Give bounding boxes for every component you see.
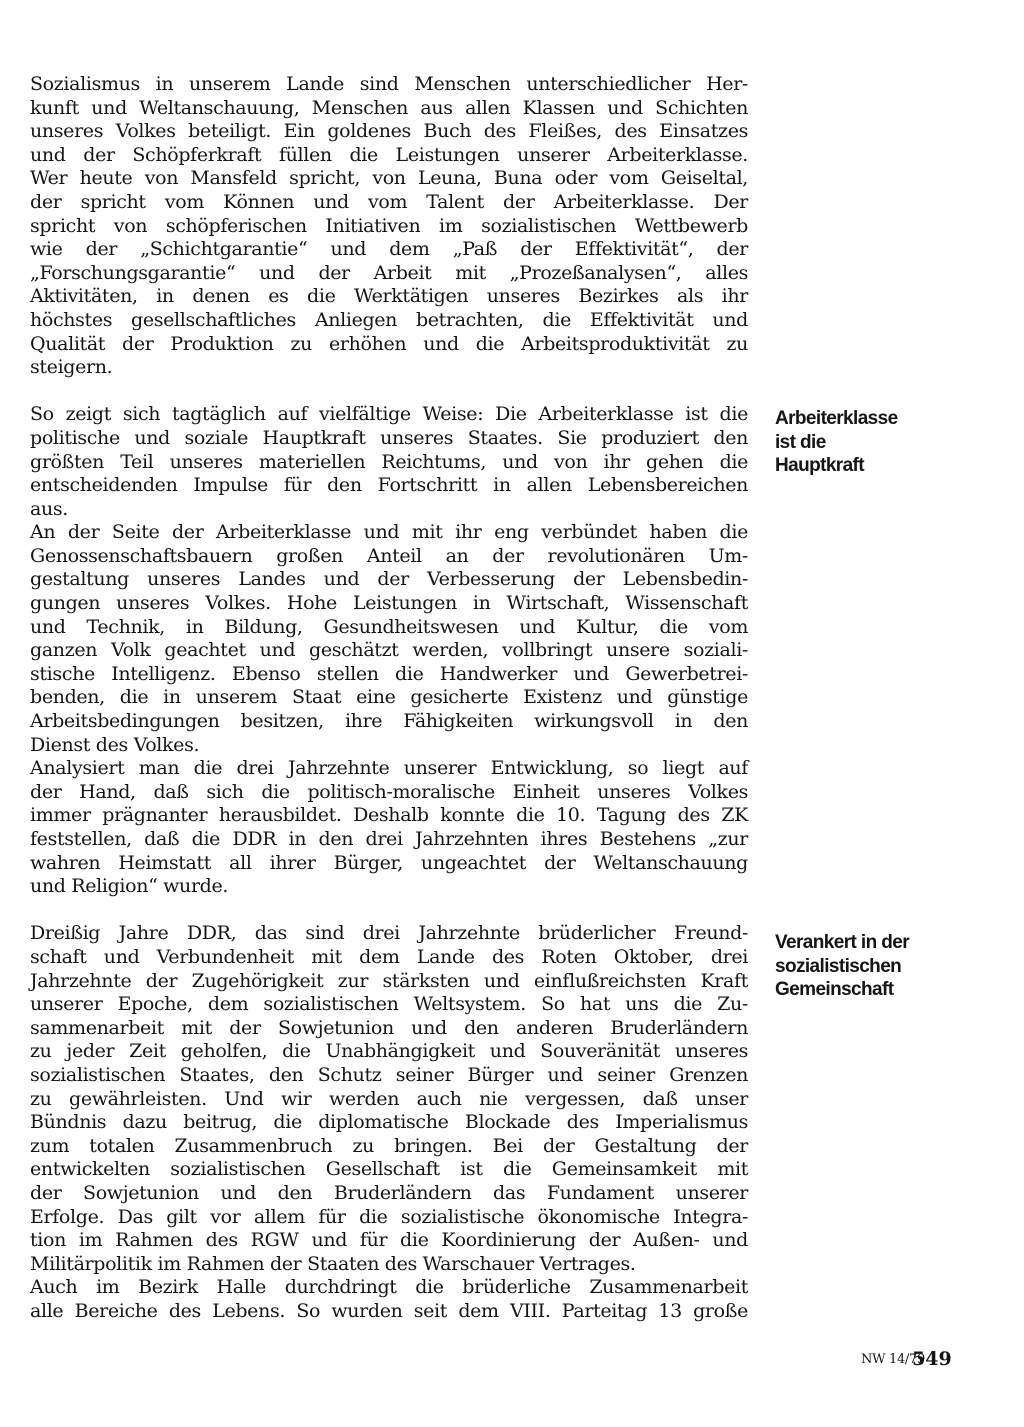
paragraph — [30, 403, 748, 521]
text-line: unseres Volkes beteiligt. Ein goldenes Buch des Fleißes, des Einsatzes — [30, 120, 748, 143]
text-line: der Sowjetunion und den Bruderländern das Fundament unserer — [30, 1181, 748, 1204]
text-line: kunft und Weltanschauung, Menschen aus allen Klassen und Schichten — [30, 96, 748, 119]
page-number: 549 — [912, 1348, 952, 1370]
text-line: zu gewährleisten. Und wir werden auch nie vergessen, daß unser — [30, 1087, 748, 1110]
text-line: größten Teil unseres materiellen Reichtums, und von ihr gehen die — [30, 450, 748, 473]
text-line: wie der „Schichtgarantie“ und dem „Paß der Effektivität“, der — [30, 238, 748, 261]
text-line: „Forschungsgarantie“ und der Arbeit mit „Prozeßanalysen“, alles — [30, 261, 748, 284]
margin-heading — [775, 407, 975, 478]
text-line: Arbeitsbedingungen besitzen, ihre Fähigkeiten wirkungsvoll in den — [30, 710, 748, 733]
text-line: Bündnis dazu beitrug, die diplomatische Blockade des Imperialismus — [30, 1111, 748, 1134]
text-line: Auch im Bezirk Halle durchdringt die brüderliche Zusammenarbeit — [30, 1276, 748, 1299]
text-line: unserer Epoche, dem sozialistischen Weltsystem. So hat uns die Zu- — [30, 993, 748, 1016]
text-line: sammenarbeit mit der Sowjetunion und den anderen Bruderländern — [30, 1016, 748, 1039]
margin-heading-line: Verankert in der — [775, 932, 910, 953]
paragraph-spacer — [30, 380, 748, 404]
margin-heading-line: Gemeinschaft — [775, 979, 894, 1001]
margin-heading — [775, 931, 975, 1002]
margin-heading-line: Arbeiterklasse — [775, 408, 898, 429]
text-line: politische und soziale Hauptkraft unseres Staates. Sie produziert den — [30, 426, 748, 449]
text-line: und Technik, in Bildung, Gesundheitswesen und Kultur, die vom — [30, 615, 748, 638]
journal-issue: NW 14/79 — [861, 1352, 925, 1367]
margin-heading-line: Hauptkraft — [775, 455, 865, 477]
text-line: zu jeder Zeit geholfen, die Unabhängigkeit und Souveränität unseres — [30, 1040, 748, 1063]
paragraph-spacer — [30, 899, 748, 923]
text-line: immer prägnanter herausbildet. Deshalb konnte die 10. Tagung des ZK — [30, 804, 748, 827]
body-text — [30, 73, 748, 1323]
text-line: So zeigt sich tagtäglich auf vielfältige Weise: Die Arbeiterklasse ist die — [30, 403, 748, 426]
text-line: Jahrzehnte der Zugehörigkeit zur stärksten und einflußreichsten Kraft — [30, 969, 748, 992]
text-line: und Religion“ wurde. — [30, 875, 229, 898]
text-line: Sozialismus in unserem Lande sind Menschen unterschiedlicher Her- — [30, 73, 748, 95]
text-line: Erfolge. Das gilt vor allem für die sozialistische ökonomische Integra- — [30, 1205, 748, 1228]
text-line: der spricht vom Können und vom Talent der Arbeiterklasse. Der — [30, 190, 748, 213]
text-line: wahren Heimstatt all ihrer Bürger, ungeachtet der Weltanschauung — [30, 851, 748, 874]
text-line: spricht von schöpferischen Initiativen im sozialistischen Wettbewerb — [30, 214, 748, 237]
paragraph — [30, 1276, 748, 1323]
text-line: der Hand, daß sich die politisch-moralische Einheit unseres Volkes — [30, 780, 748, 803]
text-line: Genossenschaftsbauern großen Anteil an der revolutionären Um- — [30, 544, 748, 567]
text-line: benden, die in unserem Staat eine gesicherte Existenz und günstige — [30, 686, 748, 709]
text-line: Militärpolitik im Rahmen der Staaten des Warschauer Vertrages. — [30, 1252, 636, 1275]
text-line: feststellen, daß die DDR in den drei Jahrzehnten ihres Bestehens „zur — [30, 828, 748, 850]
text-line: Wer heute von Mansfeld spricht, von Leuna, Buna oder vom Geiseltal, — [30, 167, 748, 190]
paragraph — [30, 521, 748, 757]
text-line: zum totalen Zusammenbruch zu bringen. Bei der Gestaltung der — [30, 1134, 748, 1157]
text-line: Analysiert man die drei Jahrzehnte unserer Entwicklung, so liegt auf — [30, 757, 748, 780]
text-line: aus. — [30, 497, 68, 520]
text-line: tion im Rahmen des RGW und für die Koordinierung der Außen- und — [30, 1229, 748, 1252]
text-line: Dreißig Jahre DDR, das sind drei Jahrzehnte brüderlicher Freund- — [30, 922, 748, 945]
text-line: An der Seite der Arbeiterklasse und mit ihr eng verbündet haben die — [30, 521, 748, 544]
text-line: steigern. — [30, 356, 113, 379]
text-line: Qualität der Produktion zu erhöhen und die Arbeitsproduktivität zu — [30, 332, 748, 355]
paragraph — [30, 757, 748, 899]
text-line: ganzen Volk geachtet und geschätzt werden, vollbringt unsere soziali- — [30, 639, 748, 662]
text-line: und der Schöpferkraft füllen die Leistungen unserer Arbeiterklasse. — [30, 143, 748, 166]
text-line: schaft und Verbundenheit mit dem Lande des Roten Oktober, drei — [30, 945, 748, 968]
margin-heading-line: sozialistischen — [775, 955, 902, 977]
text-line: Aktivitäten, in denen es die Werktätigen unseres Bezirkes als ihr — [30, 285, 748, 308]
text-line: entscheidenden Impulse für den Fortschritt in allen Lebensbereichen — [30, 474, 748, 497]
text-line: höchstes gesellschaftliches Anliegen betrachten, die Effektivität und — [30, 308, 748, 331]
text-line: alle Bereiche des Lebens. So wurden seit dem VIII. Parteitag 13 große — [30, 1299, 748, 1322]
text-line: gungen unseres Volkes. Hohe Leistungen in Wirtschaft, Wissenschaft — [30, 592, 748, 615]
margin-heading-line: ist die — [775, 431, 826, 453]
text-line: sozialistischen Staates, den Schutz seiner Bürger und seiner Grenzen — [30, 1063, 748, 1086]
text-line: gestaltung unseres Landes und der Verbesserung der Lebensbedin- — [30, 568, 748, 591]
text-line: Dienst des Volkes. — [30, 733, 200, 756]
text-line: stische Intelligenz. Ebenso stellen die Handwerker und Gewerbetrei- — [30, 662, 748, 685]
text-line: entwickelten sozialistischen Gesellschaft ist die Gemeinsamkeit mit — [30, 1158, 748, 1181]
paragraph — [30, 922, 748, 1276]
paragraph — [30, 73, 748, 380]
